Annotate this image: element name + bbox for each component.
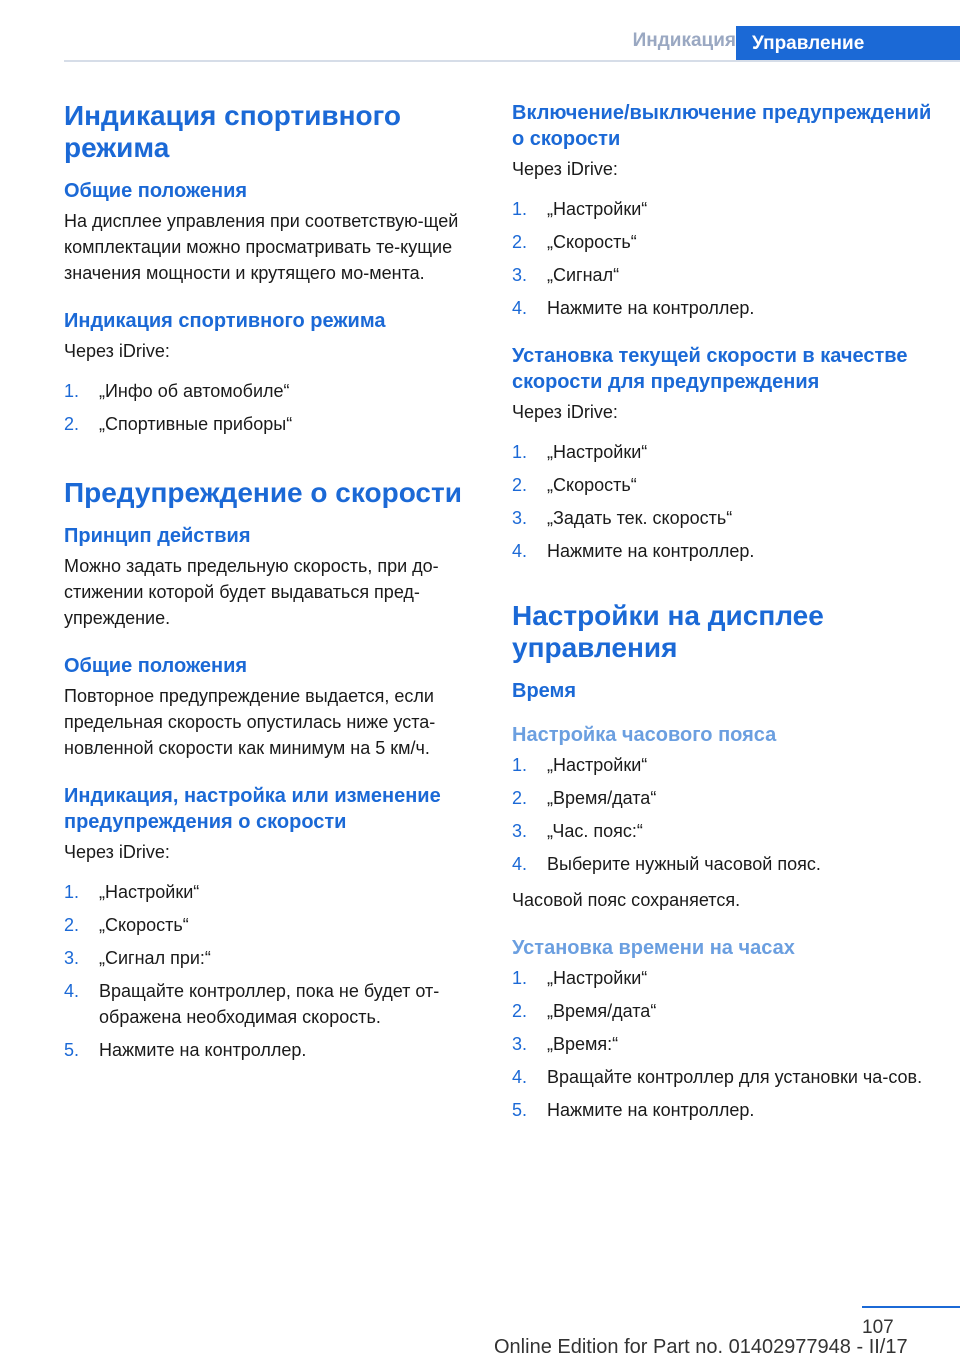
list-item: 2. „Скорость“ <box>512 472 932 498</box>
heading-general: Общие положения <box>64 180 248 202</box>
list-item: 2. „Спортивные приборы“ <box>64 411 464 437</box>
section-title-display-settings: Настройки на дисплее управления <box>512 600 824 663</box>
left-column <box>64 100 464 1085</box>
steps-set-clock <box>512 965 932 1123</box>
paragraph-general-2: Повторное предупреждение выдается, если предельная скорость опустилась ниже уста-новленной скорости как минимум на 5 км/ч. <box>64 686 436 758</box>
list-item: 2. „Время/дата“ <box>512 785 932 811</box>
list-item: 5. Нажмите на контроллер. <box>512 1097 932 1123</box>
heading-set-current-speed: Установка текущей скорости в качестве скорости для предупреждения <box>512 345 908 393</box>
step-number: 3. <box>512 821 528 841</box>
step-number: 5. <box>64 1040 80 1060</box>
step-number: 4. <box>512 1067 528 1087</box>
via-idrive-2: Через iDrive: <box>64 842 170 862</box>
step-number: 4. <box>512 541 528 561</box>
list-item: 4. Выберите нужный часовой пояс. <box>512 851 932 877</box>
heading-general-2: Общие положения <box>64 655 248 677</box>
list-item: 1. „Настройки“ <box>512 439 932 465</box>
steps-time-zone <box>512 752 932 877</box>
step-number: 1. <box>512 968 528 988</box>
via-idrive-3: Через iDrive: <box>512 159 618 179</box>
list-item: 4. Нажмите на контроллер. <box>512 295 932 321</box>
header-rule <box>64 60 960 62</box>
steps-speed-warning <box>64 879 464 1063</box>
section-title-speed-warning: Предупреждение о скорости <box>64 477 462 508</box>
step-number: 2. <box>512 232 528 252</box>
step-number: 2. <box>64 414 80 434</box>
via-idrive: Через iDrive: <box>64 341 170 361</box>
paragraph-general: На дисплее управления при соответствую-щей комплектации можно просматривать те-кущие значения мощности и крутящего мо-мента. <box>64 211 459 283</box>
list-item: 3. „Сигнал“ <box>512 262 932 288</box>
step-number: 4. <box>64 981 80 1001</box>
step-number: 1. <box>512 199 528 219</box>
list-item: 4. Вращайте контроллер, пока не будет от-ображена необходимая скорость. <box>64 978 464 1030</box>
paragraph-principle: Можно задать предельную скорость, при до-стижении которой будет выдаваться пред-упреждение. <box>64 556 439 628</box>
list-item: 2. „Скорость“ <box>512 229 932 255</box>
step-number: 4. <box>512 854 528 874</box>
steps-sport <box>64 378 464 437</box>
list-item: 1. „Настройки“ <box>512 965 932 991</box>
step-number: 4. <box>512 298 528 318</box>
right-column <box>512 100 932 1145</box>
step-number: 1. <box>64 882 80 902</box>
step-number: 3. <box>512 265 528 285</box>
page-number: 107 <box>862 1317 894 1338</box>
list-item: 4. Нажмите на контроллер. <box>512 538 932 564</box>
heading-set-clock: Установка времени на часах <box>512 937 795 959</box>
header-bar <box>0 26 960 62</box>
list-item: 3. „Сигнал при:“ <box>64 945 464 971</box>
list-item: 1. „Настройки“ <box>64 879 464 905</box>
edition-note: Online Edition for Part no. 01402977948 - II/17 <box>494 1336 908 1358</box>
footer-rule <box>862 1306 960 1308</box>
list-item: 2. „Время/дата“ <box>512 998 932 1024</box>
heading-sport-display: Индикация спортивного режима <box>64 310 386 332</box>
list-item: 3. „Время:“ <box>512 1031 932 1057</box>
step-number: 2. <box>64 915 80 935</box>
heading-display-setting: Индикация, настройка или изменение предупреждения о скорости <box>64 785 441 833</box>
list-item: 5. Нажмите на контроллер. <box>64 1037 464 1063</box>
heading-principle: Принцип действия <box>64 525 251 547</box>
time-zone-note: Часовой пояс сохраняется. <box>512 890 741 910</box>
heading-time: Время <box>512 680 576 702</box>
heading-toggle-warnings: Включение/выключение предупреждений о скорости <box>512 102 932 150</box>
step-number: 1. <box>512 755 528 775</box>
step-number: 1. <box>512 442 528 462</box>
step-number: 2. <box>512 788 528 808</box>
step-number: 2. <box>512 475 528 495</box>
step-number: 1. <box>64 381 80 401</box>
list-item: 3. „Задать тек. скорость“ <box>512 505 932 531</box>
heading-time-zone: Настройка часового пояса <box>512 724 777 746</box>
step-number: 3. <box>512 508 528 528</box>
section-title-sport: Индикация спортивного режима <box>64 100 402 163</box>
list-item: 1. „Инфо об автомобиле“ <box>64 378 464 404</box>
step-number: 2. <box>512 1001 528 1021</box>
header-tab-indication[interactable]: Индикация <box>632 30 736 51</box>
list-item: 1. „Настройки“ <box>512 196 932 222</box>
list-item: 1. „Настройки“ <box>512 752 932 778</box>
list-item: 4. Вращайте контроллер для установки ча-сов. <box>512 1064 932 1090</box>
header-tab-control[interactable]: Управление <box>736 26 960 62</box>
steps-toggle <box>512 196 932 321</box>
list-item: 3. „Час. пояс:“ <box>512 818 932 844</box>
steps-set-speed <box>512 439 932 564</box>
list-item: 2. „Скорость“ <box>64 912 464 938</box>
step-number: 3. <box>512 1034 528 1054</box>
via-idrive-4: Через iDrive: <box>512 402 618 422</box>
step-number: 3. <box>64 948 80 968</box>
step-number: 5. <box>512 1100 528 1120</box>
